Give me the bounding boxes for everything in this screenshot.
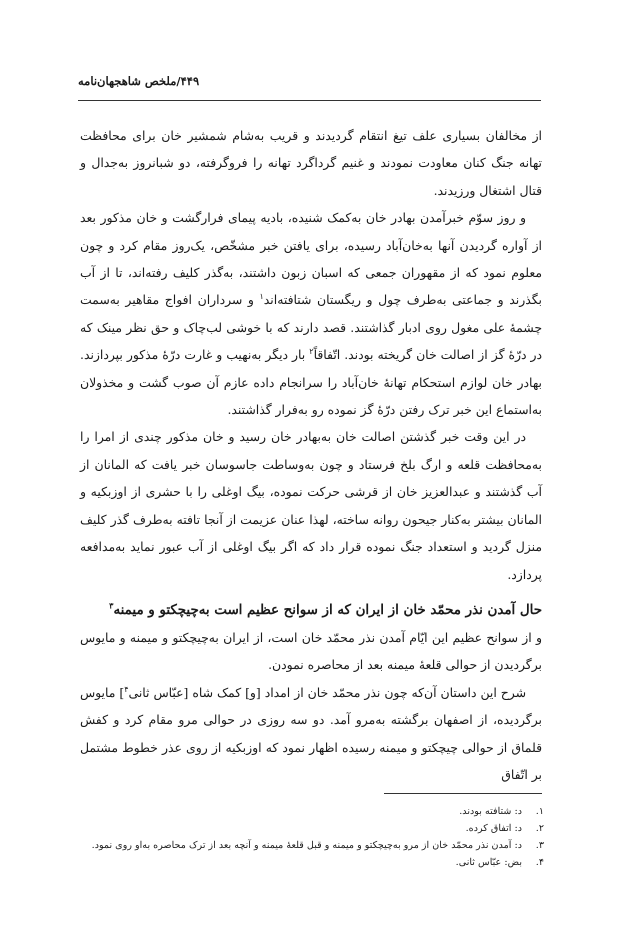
footnote-item	[88, 820, 544, 837]
footnote-item	[88, 854, 544, 871]
footnote-number: ۳.	[535, 840, 544, 851]
main-text	[80, 122, 542, 788]
paragraph-1	[80, 122, 542, 204]
footnote-marker: ۲	[309, 347, 314, 357]
header-divider	[78, 100, 541, 101]
footnote-item	[88, 837, 544, 854]
paragraph-text: ] مایوس برگردیده، از اصفهان برگشته به‌مرو آمد. دو سه روزی در حوالی مرو مقام کرد و کفش قلماق از حوالی چیچکتو و میمنه رسیده اظهار نمود که اوزبکیه از روی عذر خطوط مشتمل بر اتّفاق	[80, 684, 542, 782]
footnote-text: د: شتافته بودند.	[459, 806, 522, 817]
paragraph-text: و سرداران افواج مقاهیر به‌سمت چشمهٔ علی مغول روی ادبار گذاشتند. قصد دارند که با خوشی لب‌چاک و حق نظر مینک که در درّهٔ گز از اصالت خان گریخته بودند. اتّفاقاً	[80, 292, 542, 363]
paragraph-text: از مخالفان بسیاری علف تیغ انتقام گردیدند و قریب به‌شام شمشیر خان برای محافظت تهانه جنگ کنان معاودت نمودند و غنیم گرداگرد تهانه را فروگرفته، دو شبانروز به‌جدال و قتال اشتغال ورزیدند.	[80, 128, 542, 198]
footnote-text: بض: عبّاس ثانی.	[455, 857, 522, 868]
paragraph-text: و روز سوّم خبرآمدن بهادر خان به‌کمک شنیده، بادیه پیمای فرارگشت و خان مذکور بعد از آواره گردیدن آنها به‌خان‌آباد رسیده، برای یافتن خبر مشخّص، یک‌روز مقام کرد و چون معلوم نمود که از مقهوران جمعی که اسبان زبون داشتند، به‌گذر کلیف رفته‌اند، تا از آب بگذرند و جماعتی به‌طرف چول و ریگستان شتافته‌اند	[80, 210, 542, 308]
footnote-number: ۱.	[535, 806, 544, 817]
footnotes	[88, 803, 544, 871]
footnote-marker: ۳	[109, 600, 114, 611]
paragraph-5	[80, 679, 542, 789]
paragraph-text: شرح این داستان آن‌که چون نذر محمّد خان از امداد [و] کمک شاه [عبّاس ثانی	[128, 684, 526, 700]
footnote-number: ۲.	[535, 823, 544, 834]
running-header	[78, 74, 548, 88]
footnote-divider	[384, 793, 542, 794]
footnote-marker: ۱	[259, 292, 264, 302]
paragraph-text: و از سوانح عظیم این ایّام آمدن نذر محمّد خان است، از ایران به‌چیچکتو و میمنه و مایوس برگردیدن از حوالی قلعهٔ میمنه بعد از محاصره نمودن.	[80, 629, 542, 673]
footnote-number: ۴.	[535, 857, 544, 868]
footnote-item	[88, 803, 544, 820]
paragraph-3	[80, 423, 542, 587]
footnote-text: د: اتفاق کرده.	[465, 823, 522, 834]
paragraph-text: بار دیگر به‌نهیب و غارت درّهٔ مذکور بپردازند. بهادر خان لوازم استحکام تهانهٔ خان‌آباد را سرانجام داده عازم آن صوب گشت و مخذولان به‌استماع این خبر ترک رفتن درّهٔ گز نموده رو به‌فرار گذاشتند.	[80, 347, 542, 418]
paragraph-4	[80, 624, 542, 679]
section-heading	[80, 596, 542, 624]
footnote-text: د: آمدن نذر محمّد خان از مرو به‌چیچکتو و میمنه و قبل قلعهٔ میمنه و آنچه بعد از ترک محاصره به‌او روی نمود.	[91, 840, 522, 851]
heading-text: حال آمدن نذر محمّد خان از ایران که از سوانح عظیم است به‌چیچکتو و میمنه	[113, 601, 542, 618]
page-title: ۴۴۹/ملخص شاهجهان‌نامه	[78, 74, 200, 88]
footnote-marker: ۴	[124, 684, 129, 694]
paragraph-2	[80, 204, 542, 423]
paragraph-text: در این وقت خبر گذشتن اصالت خان به‌بهادر خان رسید و خان مذکور چندی از امرا را به‌محافظت قلعه و ارگ بلخ فرستاد و چون به‌وساطت جاسوسان خبر یافت که المانان از آب گذشتند و عبدالعزیز خان از قرشی حرکت نموده، بیگ اوغلی را با حشری از اوزبکیه و المانان بیشتر به‌کنار جیحون روانه ساخته، لهذا عنان عزیمت از آنجا تافته به‌طرف گذر کلیف منزل گردید و استعداد جنگ نموده قرار داد که اگر بیگ اوغلی از آب عبور نماید به‌مدافعه پردازد.	[80, 429, 542, 582]
